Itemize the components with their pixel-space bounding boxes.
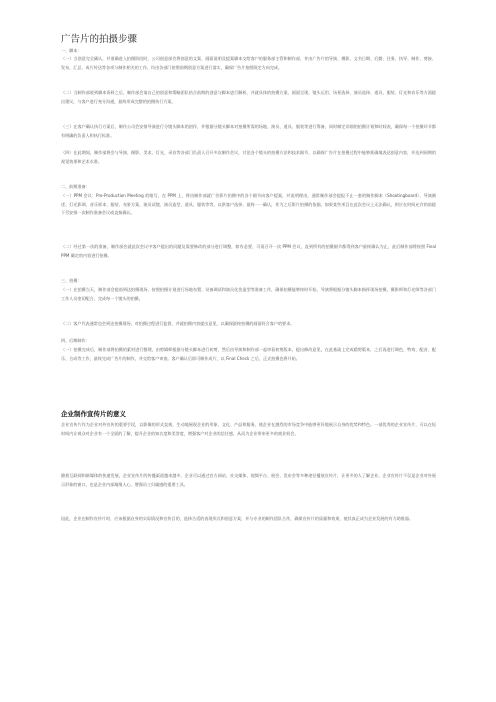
section-heading: 四、后期制作： xyxy=(61,338,90,343)
paragraph: （二）当制作部收到脚本资料之后，制作部会请自己的创意和策略团队结合前期的创意与脚本进行解析，并就具体的拍摄方案、画面呈现、镜头运用、场景选择、演员选择、道具、服装、灯光和音乐等方面提出建议，与客户进行充分沟通，最终形成完整的拍摄执行方案。 xyxy=(61,90,436,104)
section-heading: 一、脚本： xyxy=(61,48,82,53)
document-title: 广告片的拍摄步骤 xyxy=(61,34,138,45)
paragraph: 因此，企业在制作宣传片时，应该根据自身的实际情况和宣传目的，选择合适的表现形式和创意方案，并与专业的制作团队合作，确保宣传片的质量和效果，使其真正成为企业发展的有力助推器。 xyxy=(61,516,414,521)
paragraph: （一）PPM 会议：Pre-Production Meeting 的缩写，在 PPM 上，将由制作部就广告影片拍摄中的各个细节向客户提案，并说明理由，通常制作部会提报不止一套的制作脚本（Shootingboard）、导演阐述、灯光影调、音乐样本、服装、布景方案、演员试镜、演员造型、道具、服装等等，以供客户选择，最终一一确认，作为之后影片拍摄的依据。如果某些项目在此次会议上无法确认，则应在时间允许的前提下另安排一次制作准备会议或直接确认。 xyxy=(61,193,436,216)
paragraph: （二）客户代表通常也会到达拍摄现场，对拍摄过程进行监督，并就拍摄内容提出意见，以确保最终拍摄的画面符合客户的要求。 xyxy=(61,321,295,326)
paragraph: 企业宣传片作为企业对外宣传的重要手段，以影像的形式直观、生动地展现企业的形象、文化、产品和服务，使企业在激烈的市场竞争中能够更好地展示自身的优势和特色。一部优秀的企业宣传片，可以在短时间内让观众对企业有一个全面的了解，提升企业的知名度和美誉度，增强客户对企业的信任感，从而为企业带来更多的商业机会。 xyxy=(61,422,436,436)
paragraph: （二）经过第一次的准备，制作部会就此次会议中客户提出的问题及需要修改的部分进行调整，如有必要，可再召开一次 PPM 会议，直到所有的拍摄细节都得到客户最终确认为止，此后制作部将按照 Final PPM 确定的内容进行拍摄。 xyxy=(61,244,436,258)
paragraph: （一）当创意完全确认，并准确进入拍摄阶段时，公司创意部会将创意的文案、画面说明及提案脚本交给客户的服务部主管和制作部，并由广告片的导演、摄影、文书日期、后勤、任务、执导、制作、剪接、发布、汇总、成片传达等各项与制作相关的工作，均由各部门按照前期创意方案进行落实，确保广告片按照既定方向完成。 xyxy=(61,56,436,70)
section-heading: 三、拍摄： xyxy=(61,278,82,283)
paragraph: （三）在客户确认执行方案后，制作公司会安排导演进行分镜头脚本的创作，并根据分镜头脚本对拍摄所需的场地、演员、道具、服装等进行筹备，同时制定详细的拍摄计划和时间表，确保每一个拍摄环节都有明确的负责人和执行标准。 xyxy=(61,124,436,138)
paragraph: 随着互联网和新媒体的快速发展，企业宣传片的传播渠道越来越多，企业可以通过官方网站、社交媒体、视频平台、展会、发布会等多种途径播放宣传片，让更多的人了解企业。企业宣传片不仅是企业对外展示形象的窗口，也是企业内部凝聚人心、增强员工归属感的重要工具。 xyxy=(61,473,436,487)
section-2-heading: 企业制作宣传片的意义 xyxy=(61,410,126,418)
paragraph: （一）在拍摄当天，制作部会提前到达拍摄现场，按照拍摄计划进行场地布置、设备调试和演员化妆造型等准备工作，确保拍摄能够按时开始。导演将根据分镜头脚本指挥现场拍摄，摄影师和灯光师等各部门工作人员密切配合，完成每一个镜头的拍摄。 xyxy=(61,287,436,301)
paragraph: （一）拍摄完成后，制作部将拍摄的素材进行整理，由剪辑师根据分镜头脚本进行初剪，然后由导演和制作部一起审看初剪版本，提出修改意见，在此基础上完成精剪版本，之后再进行调色、特效、配音、配乐、合成等工作，最终完成广告片的制作，并交给客户审查。客户确认后即可制作成片，以 Final Check 之后，正式拍摄也将开始。 xyxy=(61,347,436,361)
paragraph: （四）在此期间，制作部将会与导演、摄影、美术、灯光、录音等各部门负责人召开多次制作会议，讨论各个镜头的拍摄方法和技术细节，以确保广告片在拍摄过程中能够准确地表达创意内容，并达到预期的视觉效果和艺术水准。 xyxy=(61,150,436,164)
section-heading: 二、前期准备： xyxy=(61,184,90,189)
